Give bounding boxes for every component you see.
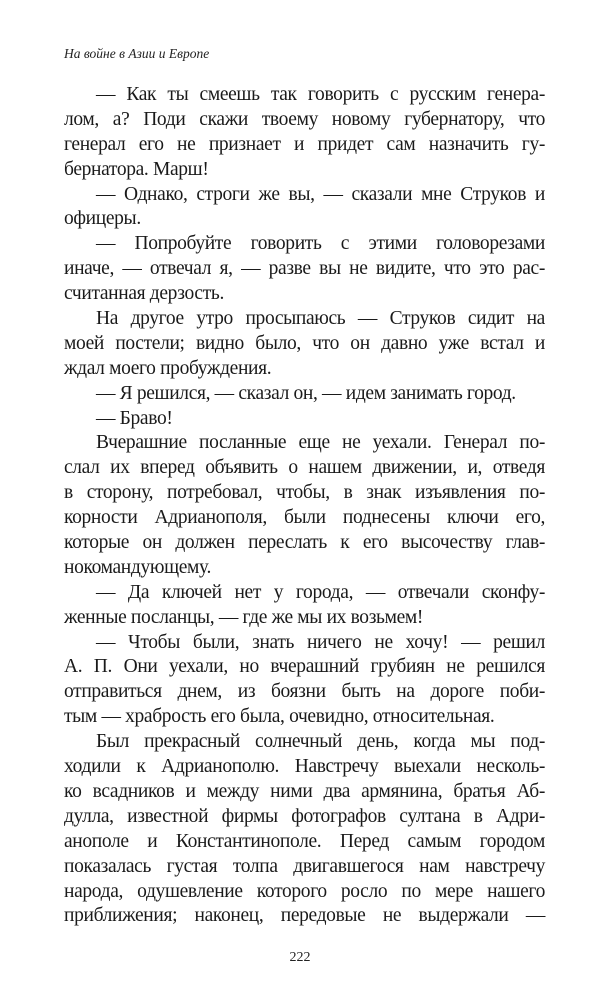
text-line: приближения; наконец, передовые не выдержали — bbox=[64, 905, 545, 927]
page-number: 222 bbox=[289, 950, 311, 965]
text-line: иначе, — отвечал я, — разве вы не видите, что это рас- bbox=[64, 258, 545, 280]
text-line: — Да ключей нет у города, — отвечали сконфу- bbox=[96, 581, 545, 603]
text-line: А. П. Они уехали, но вчерашний грубиян не решился bbox=[64, 656, 545, 678]
text-line: — Попробуйте говорить с этими головорезами bbox=[96, 233, 545, 255]
text-line: — Как ты смеешь так говорить с русским генера- bbox=[96, 84, 545, 105]
text-line: — Я решился, — сказал он, — идем занимать город. bbox=[96, 382, 516, 404]
text-line: ходили к Адрианополю. Навстречу выехали несколь- bbox=[64, 756, 545, 778]
text-line: отправиться днем, из боязни быть на дороге поби- bbox=[64, 681, 545, 703]
text-line: бернатора. Марш! bbox=[64, 158, 209, 180]
text-line: тым — храбрость его была, очевидно, относительная. bbox=[64, 706, 495, 728]
text-line: народа, одушевление которого росло по мере нашего bbox=[64, 880, 545, 902]
text-line: анополе и Константинополе. Перед самым городом bbox=[64, 830, 545, 852]
text-line: — Браво! bbox=[96, 407, 173, 429]
text-line: которые он должен переслать к его высочеству глав- bbox=[64, 532, 545, 554]
text-line: показалась густая толпа двигавшегося нам навстречу bbox=[64, 855, 545, 877]
text-line: моей постели; видно было, что он давно уже встал и bbox=[64, 332, 545, 354]
text-line: слал их вперед объявить о нашем движении, и, отведя bbox=[64, 457, 545, 479]
text-line: нокомандующему. bbox=[64, 556, 212, 578]
text-line: генерал его не признает и придет сам назначить гу- bbox=[64, 133, 545, 155]
running-head: На войне в Азии и Европе bbox=[64, 46, 210, 61]
text-line: в сторону, потребовал, чтобы, в знак изъявления по- bbox=[64, 482, 545, 504]
body-text bbox=[64, 83, 545, 929]
text-line: ко всадников и между ними два армянина, братья Аб- bbox=[64, 780, 545, 802]
text-line: — Чтобы были, знать ничего не хочу! — решил bbox=[96, 631, 545, 653]
text-line: считанная дерзость. bbox=[64, 283, 224, 305]
text-line: женные посланцы, — где же мы их возьмем! bbox=[64, 606, 424, 628]
text-line: ждал моего пробуждения. bbox=[64, 357, 272, 379]
text-line: — Однако, строги же вы, — сказали мне Струков и bbox=[96, 183, 545, 205]
text-line: На другое утро просыпаюсь — Струков сидит на bbox=[96, 308, 545, 330]
text-line: дулла, известной фирмы фотографов султана в Адри- bbox=[64, 805, 545, 827]
text-line: лом, а? Поди скажи твоему новому губернатору, что bbox=[64, 108, 545, 130]
text-line: Вчерашние посланные еще не уехали. Генерал по- bbox=[96, 432, 545, 454]
text-line: Был прекрасный солнечный день, когда мы под- bbox=[96, 731, 545, 753]
text-line: офицеры. bbox=[64, 208, 141, 230]
text-line: корности Адрианополя, были поднесены ключи его, bbox=[64, 507, 545, 529]
